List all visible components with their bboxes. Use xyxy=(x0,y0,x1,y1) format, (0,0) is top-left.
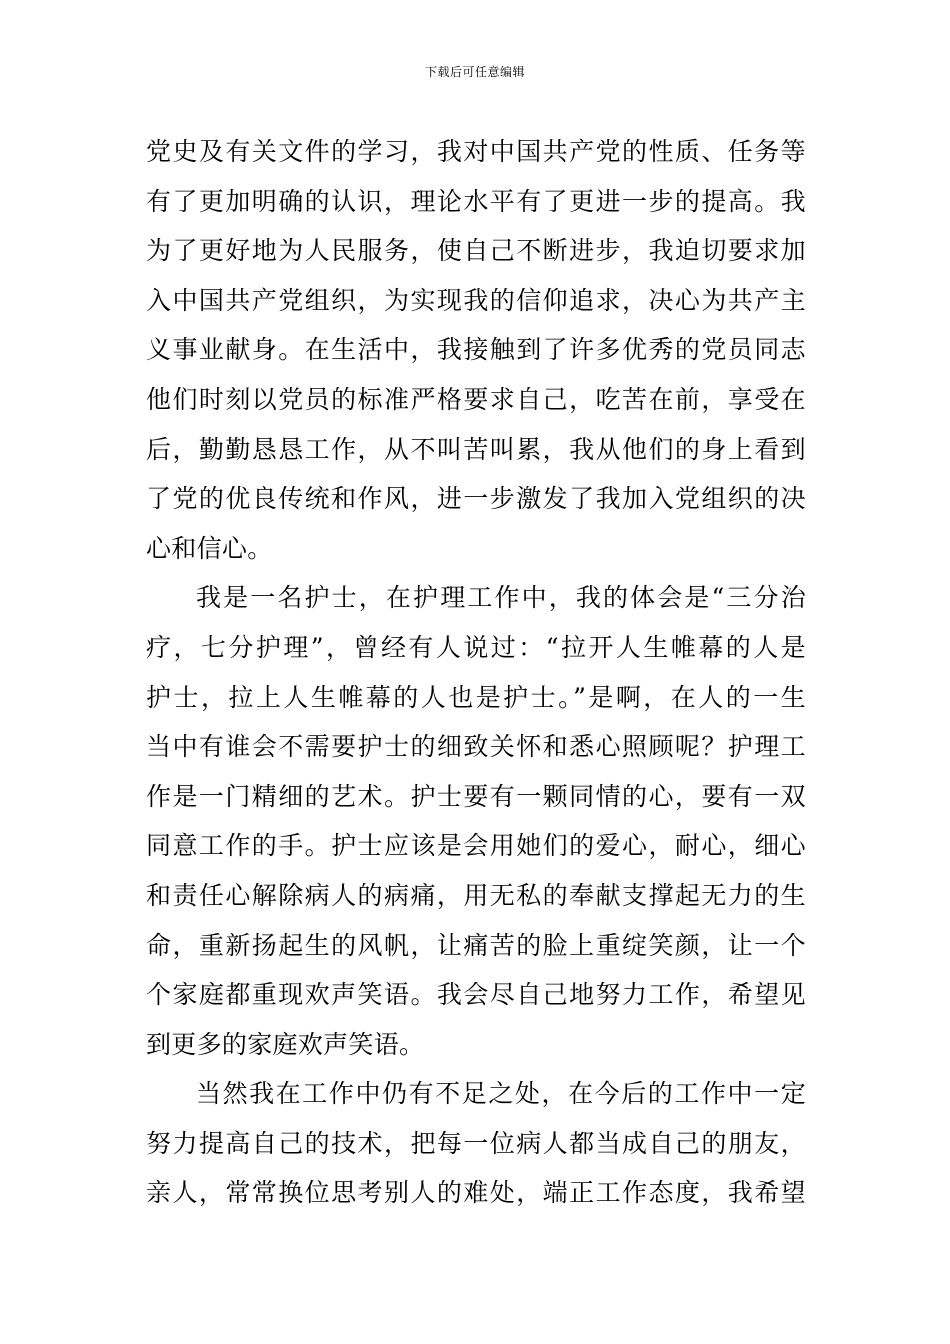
text-line: 当中有谁会不需要护士的细致关怀和悉心照顾呢？护理工 xyxy=(146,732,806,762)
text-line: 党史及有关文件的学习，我对中国共产党的性质、任务等 xyxy=(146,137,806,166)
paragraph xyxy=(146,127,806,573)
text-line: 当然我在工作中仍有不足之处，在今后的工作中一定 xyxy=(196,1079,806,1109)
text-line: 为了更好地为人民服务，使自己不断进步，我迫切要求加 xyxy=(146,236,806,266)
text-line: 作是一门精细的艺术。护士要有一颗同情的心，要有一双 xyxy=(146,781,806,811)
text-line: 同意工作的手。护士应该是会用她们的爱心，耐心，细心 xyxy=(146,831,806,861)
text-line: 命，重新扬起生的风帆，让痛苦的脸上重绽笑颜，让一个 xyxy=(146,930,806,960)
text-line: 我是一名护士，在护理工作中，我的体会是“三分治 xyxy=(196,583,806,613)
text-line: 后，勤勤恳恳工作，从不叫苦叫累，我从他们的身上看到 xyxy=(146,434,806,464)
paragraph xyxy=(146,573,806,1069)
text-line: 和责任心解除病人的病痛，用无私的奉献支撑起无力的生 xyxy=(146,880,806,910)
text-line: 个家庭都重现欢声笑语。我会尽自己地努力工作，希望见 xyxy=(146,980,806,1010)
text-line: 亲人，常常换位思考别人的难处，端正工作态度，我希望 xyxy=(146,1178,806,1208)
text-line: 有了更加明确的认识，理论水平有了更进一步的提高。我 xyxy=(146,186,806,216)
document-body xyxy=(146,127,806,1218)
text-line: 疗，七分护理”，曾经有人说过：“拉开人生帷幕的人是 xyxy=(146,632,806,662)
text-line: 义事业献身。在生活中，我接触到了许多优秀的党员同志 xyxy=(146,335,806,365)
text-line: 他们时刻以党员的标准严格要求自己，吃苦在前，享受在 xyxy=(146,384,806,414)
text-line: 到更多的家庭欢声笑语。 xyxy=(146,1029,425,1059)
page-header: 下载后可任意编辑 xyxy=(424,65,525,79)
text-line: 护士，拉上人生帷幕的人也是护士。”是啊，在人的一生 xyxy=(146,682,806,712)
paragraph xyxy=(146,1069,806,1218)
text-line: 了党的优良传统和作风，进一步激发了我加入党组织的决 xyxy=(146,484,806,514)
text-line: 努力提高自己的技术，把每一位病人都当成自己的朋友， xyxy=(146,1128,806,1158)
text-line: 入中国共产党组织，为实现我的信仰追求，决心为共产主 xyxy=(146,285,806,315)
text-line: 心和信心。 xyxy=(146,533,273,563)
